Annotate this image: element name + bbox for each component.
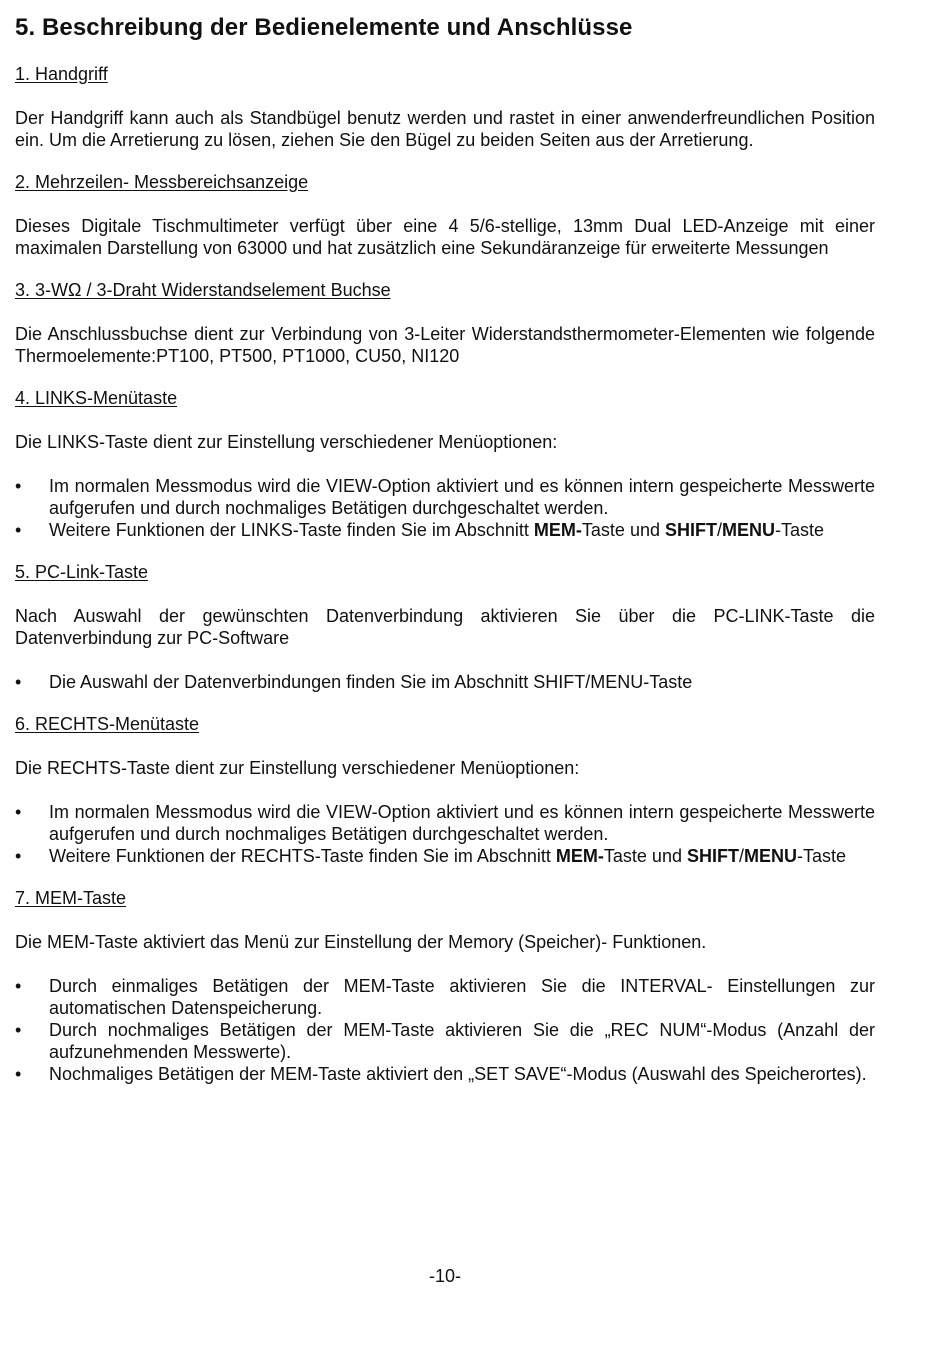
section-paragraph-mem-taste: Die MEM-Taste aktiviert das Menü zur Einstellung der Memory (Speicher)- Funktionen. <box>15 932 707 952</box>
section-paragraph-links-menutaste: Die LINKS-Taste dient zur Einstellung verschiedener Menüoptionen: <box>15 432 558 452</box>
shift-reference: SHIFT <box>664 520 717 540</box>
list-item: • Die Auswahl der Datenverbindungen finden Sie im Abschnitt SHIFT/MENU-Taste <box>15 671 875 693</box>
section-paragraph-widerstandselement-buchse: Die Anschlussbuchse dient zur Verbindung von 3-Leiter Widerstandsthermometer-Elementen wie folgende Thermoelemente:PT100, PT500, PT1000, CU50, NI120 <box>15 324 875 366</box>
bullet-list-rechts-menutaste <box>15 801 875 867</box>
bullet-list-pc-link-taste <box>15 671 875 693</box>
section-heading-widerstandselement-buchse: 3. 3-WΩ / 3-Draht Widerstandselement Buchse <box>15 280 391 300</box>
mem-taste-reference: MEM- <box>533 520 582 540</box>
list-item-text: Weitere Funktionen der LINKS-Taste finden Sie im Abschnitt <box>49 520 534 540</box>
page-title: 5. Beschreibung der Bedienelemente und Anschlüsse <box>15 14 633 41</box>
list-item: • Durch einmaliges Betätigen der MEM-Taste aktivieren Sie die INTERVAL- Einstellungen zur automatischen Datenspeicherung. <box>15 975 875 1019</box>
section-heading-pc-link-taste: 5. PC-Link-Taste <box>15 562 149 582</box>
menu-reference: MENU <box>722 520 775 540</box>
section-heading-rechts-menutaste: 6. RECHTS-Menütaste <box>15 714 200 734</box>
section-paragraph-handgriff: Der Handgriff kann auch als Standbügel benutz werden und rastet in einer anwenderfreundlichen Position ein. Um die Arretierung zu lösen, ziehen Sie den Bügel zu beiden Seiten aus der Arretierung. <box>15 108 875 150</box>
list-item-text: -Taste <box>775 520 825 540</box>
list-item: • Durch nochmaliges Betätigen der MEM-Taste aktivieren Sie die „REC NUM“-Modus (Anzahl der aufzunehmenden Messwerte). <box>15 1019 875 1063</box>
list-item <box>15 519 875 541</box>
section-heading-links-menutaste: 4. LINKS-Menütaste <box>15 388 178 408</box>
section-heading-mem-taste: 7. MEM-Taste <box>15 888 127 908</box>
section-heading-messbereichsanzeige: 2. Mehrzeilen- Messbereichsanzeige <box>15 172 309 192</box>
section-heading-handgriff: 1. Handgriff <box>15 64 108 84</box>
list-item-text: Taste und <box>603 846 687 866</box>
list-item-text: / <box>716 520 722 540</box>
list-item: • Im normalen Messmodus wird die VIEW-Option aktiviert und es können intern gespeicherte Messwerte aufgerufen und durch nochmaliges Betätigen durchgeschaltet werden. <box>15 475 875 519</box>
list-item: • Nochmaliges Betätigen der MEM-Taste aktiviert den „SET SAVE“-Modus (Auswahl des Speicherortes). <box>15 1063 875 1085</box>
section-paragraph-rechts-menutaste: Die RECHTS-Taste dient zur Einstellung verschiedener Menüoptionen: <box>15 758 580 778</box>
document-page <box>15 13 875 1085</box>
section-paragraph-messbereichsanzeige: Dieses Digitale Tischmultimeter verfügt über eine 4 5/6-stellige, 13mm Dual LED-Anzeige mit einer maximalen Darstellung von 63000 und hat zusätzlich eine Sekundäranzeige für erweiterte Messungen <box>15 216 875 258</box>
list-item: • Im normalen Messmodus wird die VIEW-Option aktiviert und es können intern gespeicherte Messwerte aufgerufen und durch nochmaliges Betätigen durchgeschaltet werden. <box>15 801 875 845</box>
shift-reference: SHIFT <box>686 846 739 866</box>
list-item-text: Weitere Funktionen der RECHTS-Taste finden Sie im Abschnitt <box>49 846 556 866</box>
menu-reference: MENU <box>743 846 797 866</box>
page-number: -10- <box>428 1266 461 1286</box>
bullet-list-mem-taste <box>15 975 875 1085</box>
list-item <box>15 845 875 867</box>
section-paragraph-pc-link-taste: Nach Auswahl der gewünschten Datenverbindung aktivieren Sie über die PC-LINK-Taste die Datenverbindung zur PC-Software <box>15 606 875 648</box>
list-item-text: -Taste <box>796 846 847 866</box>
bullet-list-links-menutaste <box>15 475 875 541</box>
list-item-text: Taste und <box>581 520 665 540</box>
mem-taste-reference: MEM- <box>555 846 604 866</box>
list-item-text: / <box>738 846 744 866</box>
